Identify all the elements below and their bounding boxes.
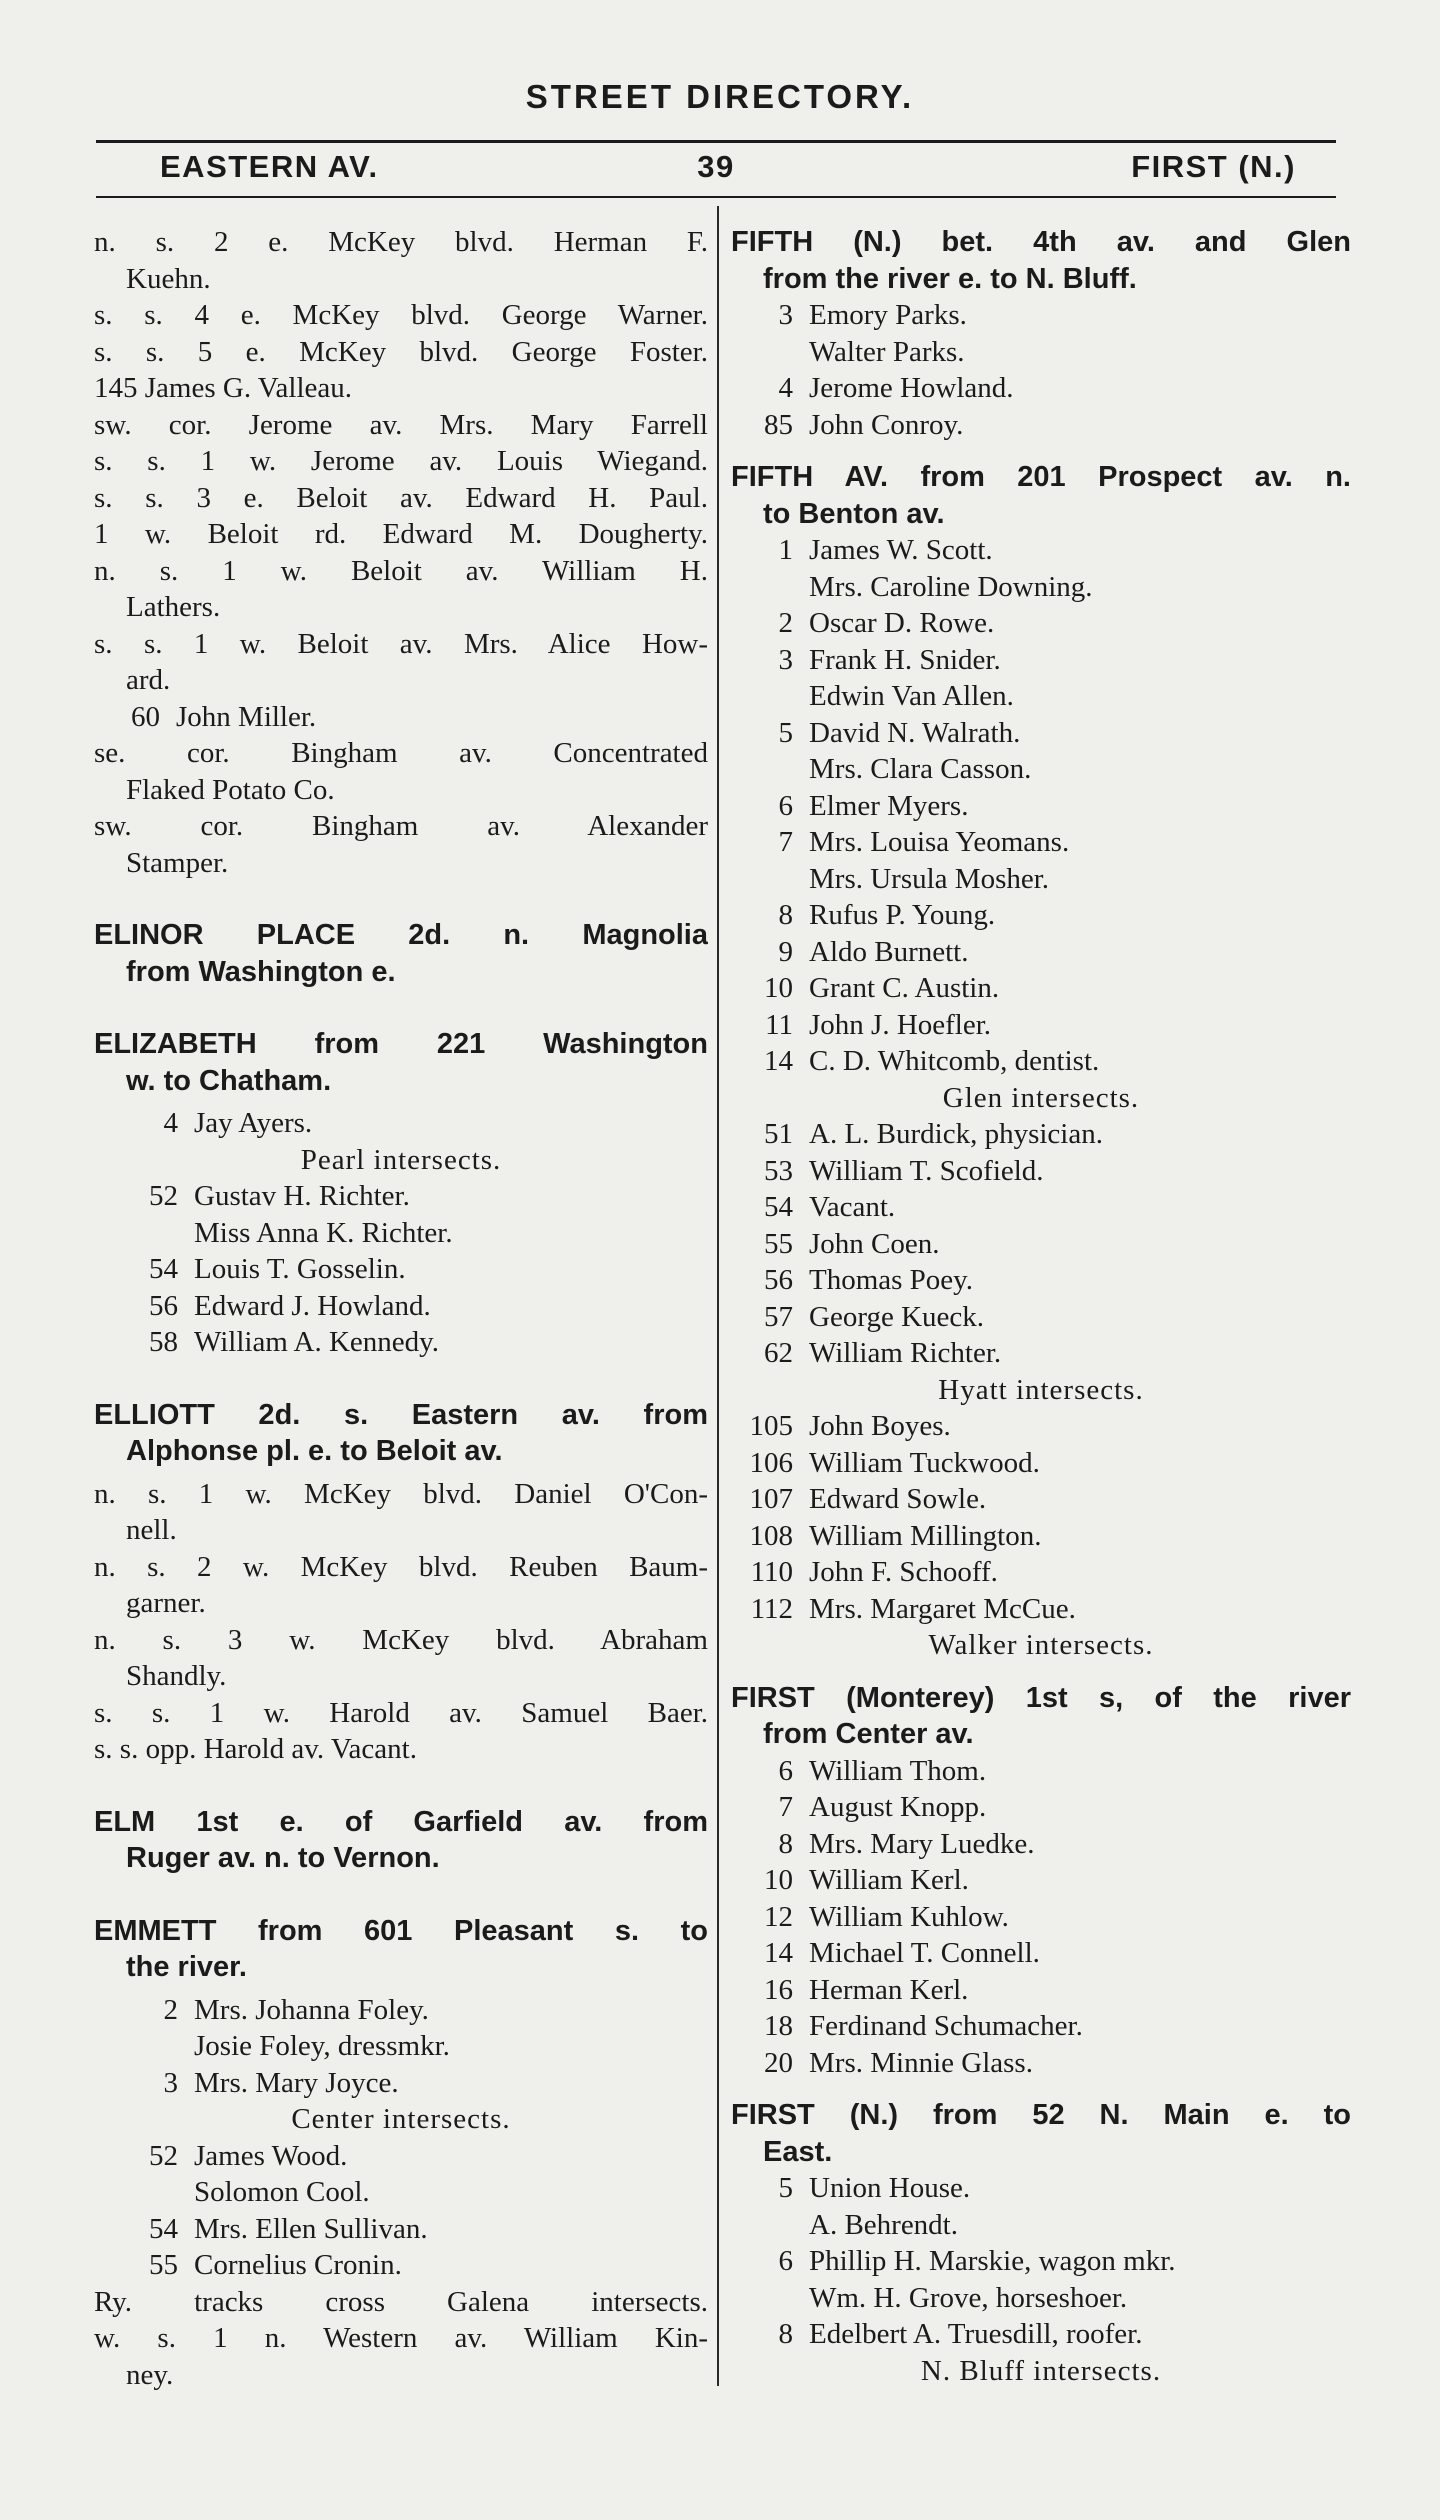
resident-name: Solomon Cool. [194,2176,370,2208]
resident-name: Jay Ayers. [194,1107,313,1139]
house-number [731,751,809,788]
list-item [731,1335,1351,1372]
resident-name: John Conroy. [809,408,964,441]
house-number [94,2028,194,2065]
intersection-note: Hyatt intersects. [938,1373,1144,1406]
house-number: 7 [778,826,793,858]
resident-name: Mrs. Ursula Mosher. [809,862,1050,895]
resident-name: Mrs. Clara Casson. [809,753,1032,785]
resident-name: William Millington. [809,1519,1042,1552]
street-heading-continuation: from Center av. [763,1718,974,1750]
page-number: 39 [697,149,735,184]
entry-line: 145 James G. Valleau. [94,372,352,404]
house-number: 53 [764,1154,793,1187]
resident-name: Aldo Burnett. [809,935,969,968]
left-column [94,224,708,2393]
house-number: 54 [149,2212,178,2245]
entry-line: n. s. 2 w. McKey blvd. Reuben Baum- [94,1550,708,1583]
house-number [731,569,809,606]
resident-name: Louis T. Gosselin. [194,1253,406,1285]
list-item [731,1899,1351,1936]
entry-continuation: Flaked Potato Co. [126,773,335,806]
resident-name: William Kuhlow. [809,1900,1009,1933]
list-item [731,1518,1351,1555]
resident-name: Grant C. Austin. [809,972,1000,1004]
street-heading-continuation: Alphonse pl. e. to Beloit av. [126,1435,503,1467]
house-number: 4 [778,372,793,404]
resident-name: C. D. Whitcomb, dentist. [809,1045,1100,1077]
house-number: 6 [778,2245,793,2277]
house-number: 60 [131,700,160,733]
list-item [731,1189,1351,1226]
entry-list [731,297,1351,443]
list-item [731,1262,1351,1299]
house-number: 52 [149,2139,178,2172]
house-number: 14 [764,1045,793,1077]
column-divider [717,206,719,2386]
house-number: 55 [149,2249,178,2281]
list-item [731,1826,1351,1863]
list-item [94,699,708,736]
street-heading: FIFTH (N.) bet. 4th av. and Glen [731,226,1351,258]
house-number [731,2280,809,2317]
resident-name: William Kerl. [809,1864,969,1896]
resident-name: John Boyes. [809,1410,951,1442]
list-item [731,897,1351,934]
resident-name: Vacant. [809,1191,896,1223]
street-heading-continuation: Ruger av. n. to Vernon. [126,1842,440,1874]
list-item [731,2170,1351,2207]
list-item [731,934,1351,971]
resident-name: John Coen. [809,1227,940,1260]
list-item [731,532,1351,569]
list-item [94,2211,708,2248]
house-number: 55 [764,1227,793,1260]
list-item [731,678,1351,715]
resident-name: Wm. H. Grove, horseshoer. [809,2281,1128,2314]
resident-name: William Thom. [809,1754,987,1787]
house-number: 8 [778,2318,793,2350]
house-number [731,2207,809,2244]
house-number: 5 [778,2172,793,2204]
header-rule [96,196,1336,198]
list-item [731,1153,1351,1190]
entry-line: s. s. 3 e. Beloit av. Edward H. Paul. [94,481,708,514]
list-item [731,1554,1351,1591]
house-number: 9 [778,935,793,968]
house-number [94,2174,194,2211]
resident-name: A. Behrendt. [809,2208,958,2241]
house-number [731,334,809,371]
house-number: 8 [778,899,793,931]
list-item [731,605,1351,642]
entry-line: s. s. 1 w. Jerome av. Louis Wiegand. [94,445,708,477]
house-number: 52 [149,1180,178,1212]
entry-continuation: ard. [126,664,171,696]
house-number: 56 [764,1264,793,1296]
house-number: 3 [778,299,793,331]
house-number: 11 [765,1008,793,1041]
house-number: 3 [778,643,793,676]
resident-name: William T. Scofield. [809,1154,1044,1187]
list-item [731,297,1351,334]
list-item [731,1753,1351,1790]
resident-name: Phillip H. Marskie, wagon mkr. [809,2245,1176,2277]
entry-line: n. s. 1 w. Beloit av. William H. [94,554,708,587]
resident-name: Ferdinand Schumacher. [809,2010,1083,2042]
house-number: 58 [149,1326,178,1358]
resident-name: Mrs. Mary Joyce. [194,2066,399,2099]
house-number: 108 [749,1519,793,1552]
entry-line: s. s. 4 e. McKey blvd. George Warner. [94,299,708,331]
list-item [731,569,1351,606]
resident-name: George Kueck. [809,1300,985,1333]
house-number: 56 [149,1289,178,1322]
list-item [94,1288,708,1325]
house-number: 2 [778,607,793,639]
resident-name: Edward Sowle. [809,1483,987,1515]
list-item [731,1591,1351,1628]
house-number: 3 [163,2066,178,2099]
resident-name: Edwin Van Allen. [809,680,1014,712]
entry-line: 1 w. Beloit rd. Edward M. Dougherty. [94,518,708,550]
house-number: 7 [778,1791,793,1823]
street-heading: FIRST (Monterey) 1st s, of the river [731,1681,1351,1714]
intersection-note: Pearl intersects. [300,1143,502,1176]
list-item [94,1215,708,1252]
street-heading: EMMETT from 601 Pleasant s. to [94,1914,708,1947]
list-item [731,1043,1351,1080]
street-heading-continuation: from Washington e. [126,955,396,988]
resident-name: Rufus P. Young. [809,899,996,931]
resident-name: Mrs. Louisa Yeomans. [809,826,1070,858]
resident-name: Mrs. Johanna Foley. [194,1993,429,2026]
entry-line: s. s. 1 w. Harold av. Samuel Baer. [94,1696,708,1729]
resident-name: Mrs. Mary Luedke. [809,1827,1035,1860]
resident-name: Elmer Myers. [809,789,969,822]
list-item [731,1935,1351,1972]
resident-name: Cornelius Cronin. [194,2249,402,2281]
resident-name: John F. Schooff. [809,1556,998,1588]
list-item [731,824,1351,861]
list-item [731,1972,1351,2009]
entry-line: n. s. 1 w. McKey blvd. Daniel O'Con- [94,1477,708,1510]
house-number: 14 [764,1937,793,1969]
house-number: 8 [778,1827,793,1860]
house-number: 107 [749,1483,793,1515]
house-number: 5 [778,716,793,749]
resident-name: Union House. [809,2172,971,2204]
list-item [731,642,1351,679]
house-number [94,1215,194,1252]
entry-list [94,1992,708,2284]
list-item [731,970,1351,1007]
list-item [731,1481,1351,1518]
list-item [731,861,1351,898]
street-heading: ELLIOTT 2d. s. Eastern av. from [94,1398,708,1431]
entry-line: s. s. opp. Harold av. Vacant. [94,1733,417,1765]
resident-name: Jerome Howland. [809,372,1014,404]
resident-name: Emory Parks. [809,299,967,331]
street-heading-continuation: the river. [126,1951,247,1983]
street-heading-continuation: w. to Chatham. [126,1064,332,1097]
street-heading-continuation: from the river e. to N. Bluff. [763,262,1137,295]
list-item [731,1445,1351,1482]
house-number: 20 [764,2046,793,2079]
list-item [731,2243,1351,2280]
list-item [731,1408,1351,1445]
list-item [94,2138,708,2175]
entry-continuation: Lathers. [126,591,221,623]
resident-name: James Wood. [194,2139,348,2172]
resident-name: William A. Kennedy. [194,1326,440,1358]
top-rule [96,140,1336,143]
resident-name: Miss Anna K. Richter. [194,1216,453,1249]
resident-name: Thomas Poey. [809,1264,974,1296]
entry-list [731,532,1351,1664]
list-item [731,1789,1351,1826]
resident-name: Mrs. Ellen Sullivan. [194,2212,428,2245]
list-item [731,1007,1351,1044]
resident-name: Oscar D. Rowe. [809,607,995,639]
intersection-note: Walker intersects. [928,1629,1154,1661]
list-item [731,2045,1351,2082]
house-number: 10 [764,972,793,1004]
entry-line: s. s. 1 w. Beloit av. Mrs. Alice How- [94,627,708,660]
resident-name: Walter Parks. [809,335,965,368]
house-number: 10 [764,1864,793,1896]
list-item [731,1116,1351,1153]
house-number: 12 [764,1900,793,1933]
list-item [731,1862,1351,1899]
house-number: 106 [749,1446,793,1479]
intersection-note: Center intersects. [291,2103,511,2135]
house-number: 62 [764,1337,793,1369]
entry-line: n. s. 3 w. McKey blvd. Abraham [94,1623,708,1656]
list-item [731,370,1351,407]
list-item [731,334,1351,371]
list-item [94,1324,708,1361]
list-item [731,2207,1351,2244]
house-number: 6 [778,789,793,822]
house-number: 54 [764,1191,793,1223]
entry-line: sw. cor. Bingham av. Alexander [94,810,708,842]
house-number: 1 [778,534,793,566]
street-heading: ELIZABETH from 221 Washington [94,1028,708,1060]
list-item [94,1251,708,1288]
intersection-note: N. Bluff intersects. [920,2354,1162,2387]
resident-name: Michael T. Connell. [809,1937,1040,1969]
street-heading-continuation: to Benton av. [763,497,945,530]
resident-name: Mrs. Caroline Downing. [809,570,1093,603]
house-number: 16 [764,1973,793,2006]
running-head-right: FIRST (N.) [1131,149,1296,184]
house-number: 105 [749,1410,793,1442]
entry-continuation: garner. [126,1587,206,1619]
entry-line: Ry. tracks cross Galena intersects. [94,2285,708,2318]
house-number: 112 [750,1592,793,1625]
house-number [731,678,809,715]
resident-name: Josie Foley, dressmkr. [194,2030,450,2062]
street-heading: FIFTH AV. from 201 Prospect av. n. [731,461,1351,493]
resident-name: James W. Scott. [809,534,993,566]
street-heading: FIRST (N.) from 52 N. Main e. to [731,2099,1351,2131]
resident-name: John Miller. [176,700,317,733]
entry-line: s. s. 5 e. McKey blvd. George Foster. [94,335,708,368]
resident-name: John J. Hoefler. [809,1008,992,1041]
street-heading-continuation: East. [763,2135,833,2168]
list-item [731,407,1351,444]
right-column [731,224,1351,2389]
resident-name: August Knopp. [809,1791,987,1823]
resident-name: Edelbert A. Truesdill, roofer. [809,2318,1143,2350]
entry-list [731,1753,1351,2082]
list-item [731,788,1351,825]
house-number: 85 [764,408,793,441]
house-number: 54 [149,1253,178,1285]
list-item [731,2316,1351,2353]
resident-name: Mrs. Minnie Glass. [809,2046,1033,2079]
list-item [94,1178,708,1215]
house-number: 6 [778,1754,793,1787]
entry-list [731,2170,1351,2389]
entry-list [94,1105,708,1361]
entry-line: n. s. 2 e. McKey blvd. Herman F. [94,226,708,258]
house-number: 110 [750,1556,793,1588]
list-item [94,2065,708,2102]
entry-line: w. s. 1 n. Western av. William Kin- [94,2322,708,2354]
entry-continuation: Stamper. [126,846,229,879]
list-item [94,1105,708,1142]
list-item [731,751,1351,788]
list-item [94,1992,708,2029]
entry-line: sw. cor. Jerome av. Mrs. Mary Farrell [94,408,708,441]
house-number: 4 [163,1107,178,1139]
entry-continuation: Shandly. [126,1660,227,1692]
street-heading: ELM 1st e. of Garfield av. from [94,1805,708,1838]
resident-name: Edward J. Howland. [194,1289,431,1322]
list-item [731,1226,1351,1263]
list-item [94,2174,708,2211]
house-number [731,861,809,898]
entry-continuation: ney. [126,2358,174,2391]
resident-name: A. L. Burdick, physician. [809,1118,1103,1150]
list-item [94,2028,708,2065]
running-head [96,149,1336,193]
house-number: 51 [764,1118,793,1150]
house-number: 2 [163,1993,178,2026]
resident-name: William Richter. [809,1337,1002,1369]
street-heading: ELINOR PLACE 2d. n. Magnolia [94,919,708,951]
house-number: 57 [764,1300,793,1333]
resident-name: Gustav H. Richter. [194,1180,410,1212]
list-item [94,2247,708,2284]
page-title: STREET DIRECTORY. [525,78,915,115]
resident-name: Frank H. Snider. [809,643,1001,676]
list-item [731,2280,1351,2317]
running-head-left: EASTERN AV. [160,149,379,184]
house-number: 18 [764,2010,793,2042]
entry-continuation: Kuehn. [126,262,211,295]
list-item [731,715,1351,752]
entry-line: se. cor. Bingham av. Concentrated [94,737,708,769]
list-item [731,1299,1351,1336]
intersection-note: Glen intersects. [942,1081,1140,1114]
resident-name: David N. Walrath. [809,716,1021,749]
list-item [731,2008,1351,2045]
resident-name: Mrs. Margaret McCue. [809,1592,1076,1625]
resident-name: Herman Kerl. [809,1973,969,2006]
resident-name: William Tuckwood. [809,1446,1040,1479]
entry-continuation: nell. [126,1514,177,1546]
